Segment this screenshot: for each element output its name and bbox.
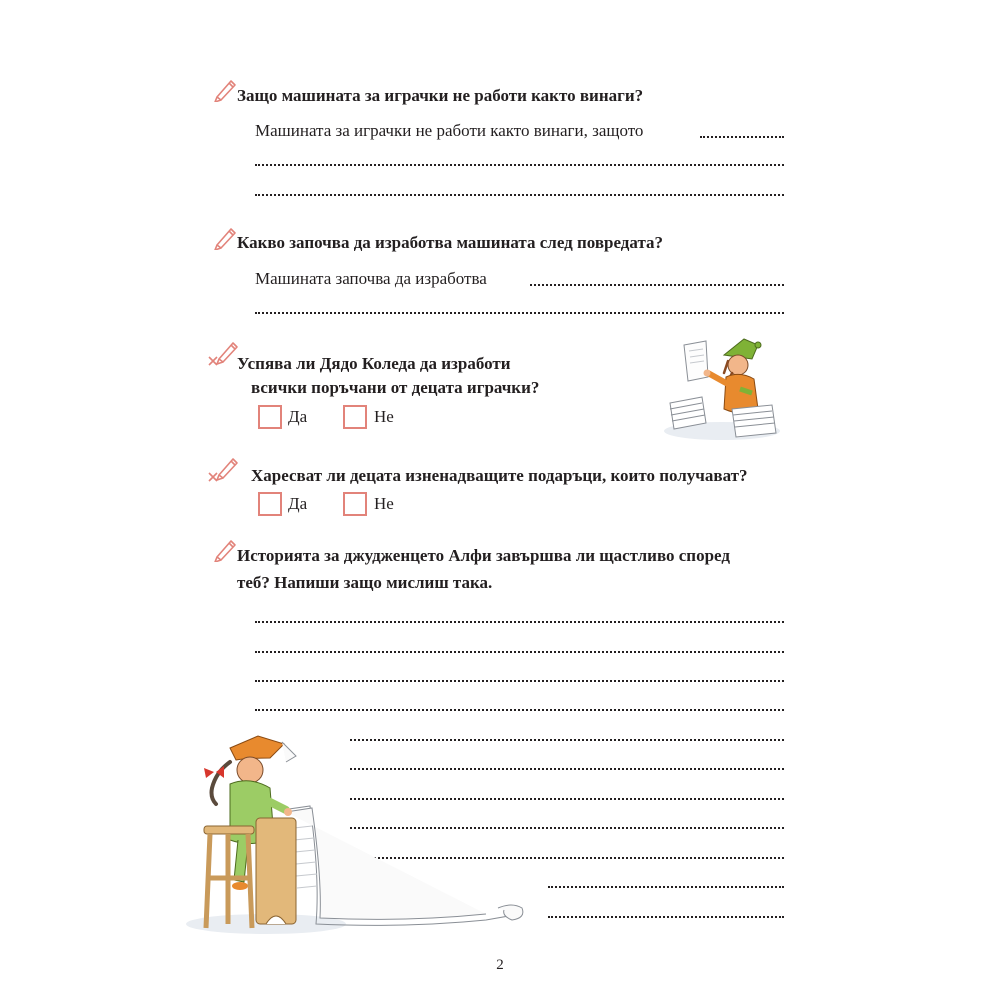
answer-line[interactable] bbox=[548, 886, 784, 888]
checkbox-no[interactable] bbox=[343, 492, 367, 516]
page-number: 2 bbox=[496, 957, 504, 973]
pencil-cross-icon bbox=[206, 336, 240, 368]
question-3-line-1: Успява ли Дядо Коледа да изработи bbox=[237, 354, 511, 373]
option-yes-label: Да bbox=[288, 494, 308, 513]
question-4-text: Харесват ли децата изненадващите подаръци, които получават? bbox=[251, 466, 748, 485]
pencil-icon bbox=[212, 536, 238, 562]
answer-line[interactable] bbox=[255, 709, 784, 711]
answer-line[interactable] bbox=[548, 916, 784, 918]
question-2-answer-prompt: Машината започва да изработва bbox=[255, 269, 487, 288]
answer-line[interactable] bbox=[255, 164, 784, 166]
checkbox-no[interactable] bbox=[343, 405, 367, 429]
question-2-text: Какво започва да изработва машината след повредата? bbox=[237, 233, 664, 252]
option-yes-label: Да bbox=[288, 407, 308, 426]
option-no-label: Не bbox=[374, 494, 394, 513]
question-1-text: Защо машината за играчки не работи както винаги? bbox=[237, 86, 644, 105]
elf-writing-scroll-illustration bbox=[186, 728, 540, 936]
question-1-answer-prompt: Машината за играчки не работи както винаги, защото bbox=[255, 121, 644, 140]
pencil-icon bbox=[212, 224, 238, 250]
checkbox-yes[interactable] bbox=[258, 492, 282, 516]
answer-line[interactable] bbox=[255, 621, 784, 623]
question-5-line-2: теб? Напиши защо мислиш така. bbox=[237, 573, 493, 592]
answer-line[interactable] bbox=[255, 651, 784, 653]
option-no-label: Не bbox=[374, 407, 394, 426]
question-5-line-1: Историята за джудженцето Алфи завършва ли щастливо според bbox=[237, 546, 730, 565]
pencil-cross-icon bbox=[206, 452, 240, 484]
checkbox-yes[interactable] bbox=[258, 405, 282, 429]
answer-line[interactable] bbox=[255, 312, 784, 314]
answer-line[interactable] bbox=[700, 136, 784, 138]
elf-with-papers-illustration bbox=[662, 333, 784, 443]
question-3-line-2: всички поръчани от децата играчки? bbox=[251, 378, 540, 397]
answer-line[interactable] bbox=[530, 284, 784, 286]
pencil-icon bbox=[212, 76, 238, 102]
answer-line[interactable] bbox=[255, 680, 784, 682]
answer-line[interactable] bbox=[255, 194, 784, 196]
